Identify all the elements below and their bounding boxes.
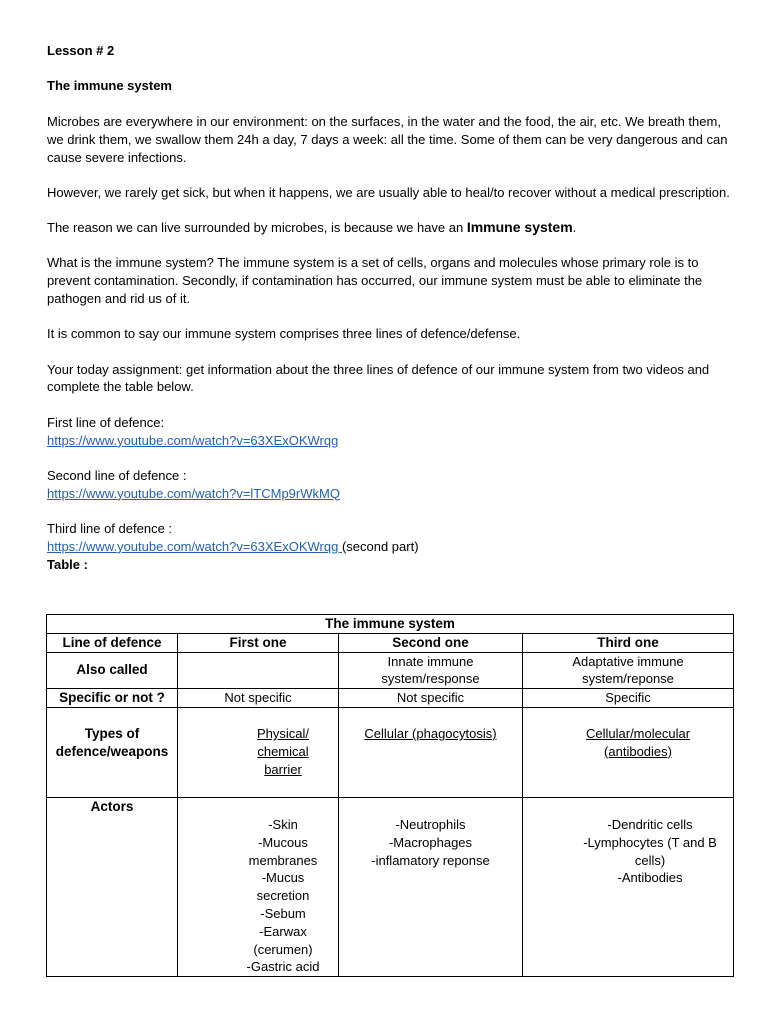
table-row-also-called — [47, 652, 734, 689]
paragraph-rarely-sick: However, we rarely get sick, but when it happens, we are usually able to heal/to recover without a medical prescription. — [47, 184, 730, 200]
second-line-label: Second line of defence : — [47, 467, 187, 483]
actor-item: -Earwax (cerumen) — [253, 923, 313, 957]
actor-item: -Sebum — [260, 905, 306, 921]
cell-also-called-second: Innate immune system/response — [339, 652, 523, 689]
cell-types-first-text: Physical/ chemical barrier — [256, 725, 310, 777]
lesson-number: Lesson # 2 — [47, 43, 115, 58]
cell-types-third-text: Cellular/molecular (antibodies) — [586, 725, 691, 759]
table-caption-row — [47, 615, 734, 634]
actor-item: -Gastric acid — [246, 959, 320, 975]
cell-specific-second: Not specific — [339, 689, 523, 708]
header-first-one: First one — [178, 633, 339, 652]
third-line-suffix: (second part) — [341, 538, 419, 554]
first-line-label: First line of defence: — [47, 414, 165, 430]
cell-specific-third: Specific — [523, 689, 734, 708]
table-row-types — [47, 707, 734, 797]
cell-types-third — [523, 707, 734, 797]
cell-types-second — [339, 707, 523, 797]
row-label-types: Types of defence/weapons — [47, 707, 178, 797]
paragraph-three-lines: It is common to say our immune system comprises three lines of defence/defense. — [47, 326, 521, 342]
table-row-actors — [47, 797, 734, 976]
header-line-of-defence: Line of defence — [47, 633, 178, 652]
actor-item: -Skin — [268, 816, 298, 832]
actor-item: -Antibodies — [617, 870, 683, 886]
row-label-also-called: Also called — [47, 652, 178, 689]
header-second-one: Second one — [339, 633, 523, 652]
actor-item: -Macrophages — [388, 834, 473, 850]
document-page — [47, 42, 737, 573]
cell-specific-first: Not specific — [178, 689, 339, 708]
actor-item: -Mucous membranes — [248, 834, 318, 868]
second-line-link[interactable]: https://www.youtube.com/watch?v=lTCMp9rWkMQ — [47, 485, 340, 501]
table-row-specific — [47, 689, 734, 708]
immune-system-emphasis: Immune system — [466, 219, 573, 236]
third-line-label: Third line of defence : — [47, 520, 173, 536]
immune-system-table — [46, 614, 734, 977]
paragraph-definition: What is the immune system? The immune system is a set of cells, organs and molecules whose primary role is to prevent contamination. Secondly, if contamination has occurred, our immune system must be able to eliminate the pathogen and rid us of it. — [47, 255, 703, 307]
row-label-specific: Specific or not ? — [47, 689, 178, 708]
third-line-link[interactable]: https://www.youtube.com/watch?v=63XExOKWrqg — [47, 538, 342, 554]
paragraph-reason-text: The reason we can live surrounded by microbes, is because we have an — [47, 220, 467, 236]
table-caption: The immune system — [47, 615, 734, 634]
page-title: The immune system — [47, 78, 172, 93]
actor-item: -Neutrophils — [395, 816, 466, 832]
cell-actors-third — [523, 797, 734, 976]
header-third-one: Third one — [523, 633, 734, 652]
paragraph-reason — [47, 219, 737, 237]
paragraph-microbes: Microbes are everywhere in our environment: on the surfaces, in the water and the food, the air, etc. We breath them, we drink them, we swallow them 24h a day, 7 days a week: all the time. Some of them can be very dangerous and can cause severe infections. — [47, 114, 728, 165]
cell-actors-first — [178, 797, 339, 976]
cell-also-called-first — [178, 652, 339, 689]
cell-also-called-third: Adaptative immune system/reponse — [523, 652, 734, 689]
table-header-row — [47, 633, 734, 652]
row-label-actors: Actors — [47, 797, 178, 976]
paragraph-reason-end: . — [572, 220, 577, 236]
table-label: Table : — [47, 556, 88, 572]
first-line-link[interactable]: https://www.youtube.com/watch?v=63XExOKWrqg — [47, 432, 339, 448]
paragraph-assignment: Your today assignment: get information about the three lines of defence of our immune system from two videos and complete the table below. — [47, 361, 710, 395]
actor-item: -Dendritic cells — [607, 816, 693, 832]
actor-item: -Lymphocytes (T and B cells) — [583, 834, 717, 868]
cell-types-second-text: Cellular (phagocytosis) — [364, 725, 497, 741]
actor-item: -Mucus secretion — [256, 870, 310, 904]
cell-types-first — [178, 707, 339, 797]
actor-item: -inflamatory reponse — [371, 852, 490, 868]
cell-actors-second — [339, 797, 523, 976]
